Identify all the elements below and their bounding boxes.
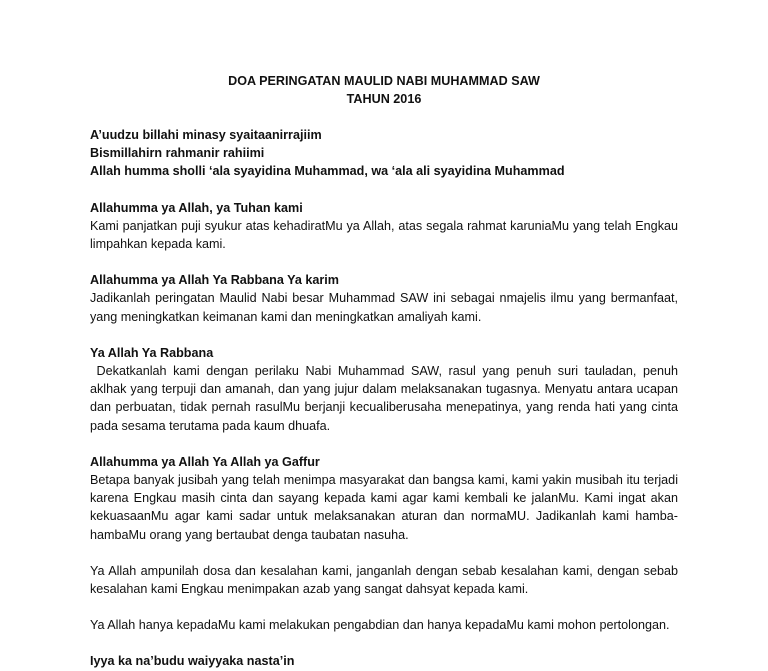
opening-line-1: A’uudzu billahi minasy syaitaanirrajiim: [90, 128, 322, 142]
section-2-heading: Allahumma ya Allah Ya Rabbana Ya karim: [90, 273, 339, 288]
closing-verse: Iyya ka na’budu waiyyaka nasta’in: [90, 654, 295, 669]
section-1: [90, 199, 678, 254]
paragraph-devotion: Ya Allah hanya kepadaMu kami melakukan pengabdian dan hanya kepadaMu kami mohon pertolongan.: [90, 618, 670, 633]
document-title: [90, 72, 678, 108]
section-3-heading: Ya Allah Ya Rabbana: [90, 345, 214, 360]
section-1-body: Kami panjatkan puji syukur atas kehadiratMu ya Allah, atas segala rahmat karuniaMu yang telah Engkau limpahkan kepada kami.: [90, 218, 678, 252]
section-2: [90, 271, 678, 326]
section-1-heading: Allahumma ya Allah, ya Tuhan kami: [90, 200, 303, 215]
paragraph-forgiveness: Ya Allah ampunilah dosa dan kesalahan kami, janganlah dengan sebab kesalahan kami, dengan sebab kesalahan kami Engkau menimpakan azab yang sangat dahsyat kepada kami.: [90, 563, 678, 597]
section-4: [90, 453, 678, 544]
section-3-body: Dekatkanlah kami dengan perilaku Nabi Muhammad SAW, rasul yang penuh suri tauladan, penuh aklhak yang terpuji dan amanah, dan yang jujur dalam melaksanakan tugasnya. Menyatu antara ucapan dan perbuatan, tidak pernah rasulMu berjanji kecualiberusaha menepatinya, yang renda hati yang cinta pada sesama terutama pada kaum dhuafa.: [90, 364, 682, 433]
title-line-2: TAHUN 2016: [346, 92, 422, 106]
section-4-body: Betapa banyak jusibah yang telah menimpa masyarakat dan bangsa kami, kami yakin musibah itu terjadi karena Engkau masih cinta dan sayang kepada kami agar kami kembali ke jalanMu. Kami ingat akan kekuasaanMu agar kami sadar untuk melaksanakan aturan dan normaMU. Jadikanlah kami hamba-hambaMu orang yang bertaubat denga taubatan nasuha.: [90, 473, 678, 542]
section-2-body: Jadikanlah peringatan Maulid Nabi besar Muhammad SAW ini sebagai nmajelis ilmu yang bermanfaat, yang meningkatkan keimanan kami dan meningkatkan amaliyah kami.: [90, 291, 678, 324]
opening-line-3: Allah humma sholli ‘ala syayidina Muhammad, wa ‘ala ali syayidina Muhammad: [90, 164, 565, 179]
opening-line-2: Bismillahirn rahmanir rahiimi: [90, 146, 265, 161]
opening-prayer: [90, 126, 678, 181]
title-line-1: DOA PERINGATAN MAULID NABI MUHAMMAD SAW: [228, 74, 540, 88]
section-3: [90, 344, 682, 435]
section-4-heading: Allahumma ya Allah Ya Allah ya Gaffur: [90, 454, 320, 469]
document-page: [90, 72, 682, 671]
